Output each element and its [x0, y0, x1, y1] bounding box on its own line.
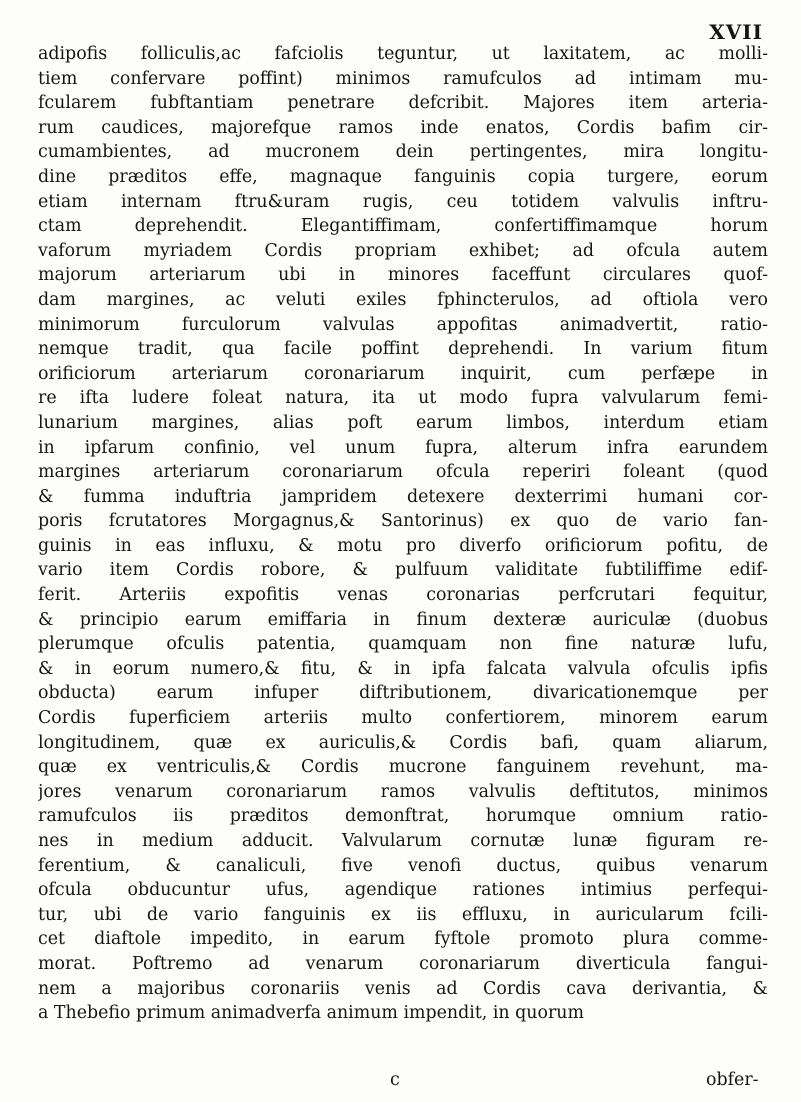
text-line: nemque tradit, qua facile poffint deprehendi. In varium fitum	[38, 339, 768, 360]
text-line: rum caudices, majorefque ramos inde enatos, Cordis bafim cir-	[38, 117, 768, 138]
text-line: vaforum myriadem Cordis propriam exhibet; ad ofcula autem	[38, 240, 768, 261]
text-line: nes in medium adducit. Valvularum cornutæ lunæ figuram re-	[38, 831, 768, 851]
signature-mark: c	[390, 1070, 400, 1090]
text-line: ofcula obducuntur ufus, agendique rationes intimius perfequi-	[38, 880, 768, 901]
text-line: longitudinem, quæ ex auriculis,& Cordis bafi, quam aliarum,	[38, 732, 768, 753]
text-line: ferentium, & canaliculi, five venofi ductus, quibus venarum	[38, 855, 768, 876]
text-line: fcularem fubftantiam penetrare defcribit. Majores item arteria-	[38, 93, 768, 114]
text-line: dam margines, ac veluti exiles fphincterulos, ad oftiola vero	[38, 289, 768, 310]
text-line: in ipfarum confinio, vel unum fupra, alterum infra earundem	[38, 437, 768, 458]
page-footer	[0, 1070, 801, 1098]
text-line: adipofis folliculis,ac fafciolis teguntur, ut laxitatem, ac molli-	[38, 44, 768, 64]
text-line: lunarium margines, alias poft earum limbos, interdum etiam	[38, 412, 768, 433]
text-line: nem a majoribus coronariis venis ad Cordis cava derivantia, &	[38, 978, 768, 999]
text-line: obducta) earum infuper diftributionem, divaricationemque per	[38, 683, 768, 704]
text-line: & principio earum emiffaria in finum dexteræ auriculæ (duobus	[38, 609, 768, 630]
text-line: morat. Poftremo ad venarum coronariarum diverticula fangui-	[38, 953, 768, 974]
text-line: plerumque ofculis patentia, quamquam non fine naturæ lufu,	[38, 634, 768, 655]
text-line: & fumma induftria jampridem detexere dexterrimi humani cor-	[38, 486, 768, 507]
text-line: majorum arteriarum ubi in minores faceffunt circulares quof-	[38, 265, 768, 286]
text-line: orificiorum arteriarum coronariarum inquirit, cum perfæpe in	[38, 363, 768, 384]
text-line: ferit. Arteriis expofitis venas coronarias perfcrutari fequitur,	[38, 585, 768, 606]
text-line: tiem confervare poffint) minimos ramufculos ad intimam mu-	[38, 68, 768, 89]
text-line: margines arteriarum coronariarum ofcula reperiri foleant (quod	[38, 462, 768, 483]
text-line: & in eorum numero,& fitu, & in ipfa falcata valvula ofculis ipfis	[38, 658, 768, 679]
catchword: obfer-	[706, 1070, 759, 1090]
text-line: cet diaftole impedito, in earum fyftole promoto plura comme-	[38, 929, 768, 950]
text-line: re ifta ludere foleat natura, ita ut modo fupra valvularum femi-	[38, 388, 768, 409]
text-line: quæ ex ventriculis,& Cordis mucrone fanguinem revehunt, ma-	[38, 757, 768, 778]
page-number: XVII	[709, 20, 763, 44]
text-line: guinis in eas influxu, & motu pro diverfo orificiorum pofitu, de	[38, 535, 768, 556]
text-line: jores venarum coronariarum ramos valvulis deftitutos, minimos	[38, 781, 768, 802]
text-line: Cordis fuperficiem arteriis multo confertiorem, minorem earum	[38, 708, 768, 729]
text-line: tur, ubi de vario fanguinis ex iis effluxu, in auricularum fcili-	[38, 904, 768, 925]
text-line: cumambientes, ad mucronem dein pertingentes, mira longitu-	[38, 142, 768, 163]
text-line: etiam internam ftru&uram rugis, ceu totidem valvulis inftru-	[38, 191, 768, 212]
text-line: minimorum furculorum valvulas appofitas animadvertit, ratio-	[38, 314, 768, 335]
text-line: dine præditos effe, magnaque fanguinis copia turgere, eorum	[38, 166, 768, 187]
text-line: vario item Cordis robore, & pulfuum validitate fubtiliffime edif-	[38, 560, 768, 581]
body-text	[38, 42, 768, 1026]
text-line: poris fcrutatores Morgagnus,& Santorinus) ex quo de vario fan-	[38, 511, 768, 532]
text-line: a Thebefio primum animadverfa animum impendit, in quorum	[38, 1003, 584, 1024]
text-line: ramufculos iis præditos demonftrat, horumque omnium ratio-	[38, 806, 768, 827]
text-line: ctam deprehendit. Elegantiffimam, confertiffimamque horum	[38, 216, 768, 237]
